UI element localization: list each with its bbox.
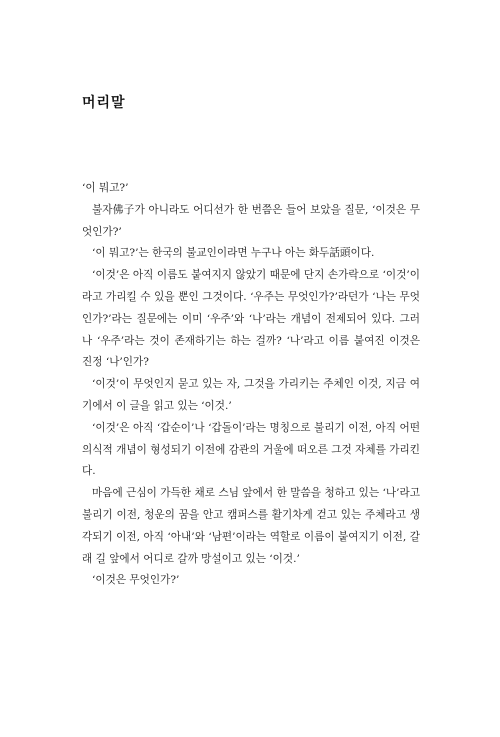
paragraph-4: ‘이것’은 아직 이름도 붙여지지 않았기 때문에 단지 손가락으로 ‘이것’이라고 가리킬 수 있을 뿐인 그것이다. ‘우주는 무엇인가?’라던가 ‘나는 무엇인가?’라는 질문에는 이미 ‘우주’와 ‘나’라는 개념이 전제되어 있다. 그러나 ‘우주’라는 것이 존재하기는 하는 걸까? ‘나’라고 이름 붙여진 이것은 진정 ‘나’인가? (82, 269, 420, 369)
paragraph-8: ‘이것은 무엇인가?’ (92, 574, 180, 587)
paragraph-7: 마음에 근심이 가득한 채로 스님 앞에서 한 말씀을 청하고 있는 ‘나’라고 불리기 이전, 청운의 꿈을 안고 캠퍼스를 활기차게 걷고 있는 주체라고 생각되기 이전, 아직 ‘아내’와 ‘남편’이라는 역할로 이름이 붙여지기 이전, 갈래 길 앞에서 어디로 갈까 망설이고 있는 ‘이것.’ (82, 487, 420, 565)
preface-body (82, 178, 420, 592)
paragraph-5: ‘이것’이 무엇인지 묻고 있는 자, 그것을 가리키는 주체인 이것, 지금 여기에서 이 글을 읽고 있는 ‘이것.’ (82, 378, 420, 412)
paragraph-3: ‘이 뭐고?’는 한국의 불교인이라면 누구나 아는 화두話頭이다. (92, 247, 375, 260)
page-heading: 머리말 (82, 95, 126, 111)
paragraph-6: ‘이것’은 아직 ‘갑순이’나 ‘갑돌이’라는 명칭으로 불리기 이전, 아직 어떤 의식적 개념이 형성되기 이전에 감관의 거울에 떠오른 그것 자체를 가리킨다. (82, 421, 420, 478)
paragraph-2: 불자佛子가 아니라도 어디선가 한 번쯤은 들어 보았을 질문, ‘이것은 무엇인가?’ (82, 203, 420, 238)
paragraph-1: ‘이 뭐고?’ (82, 182, 129, 194)
